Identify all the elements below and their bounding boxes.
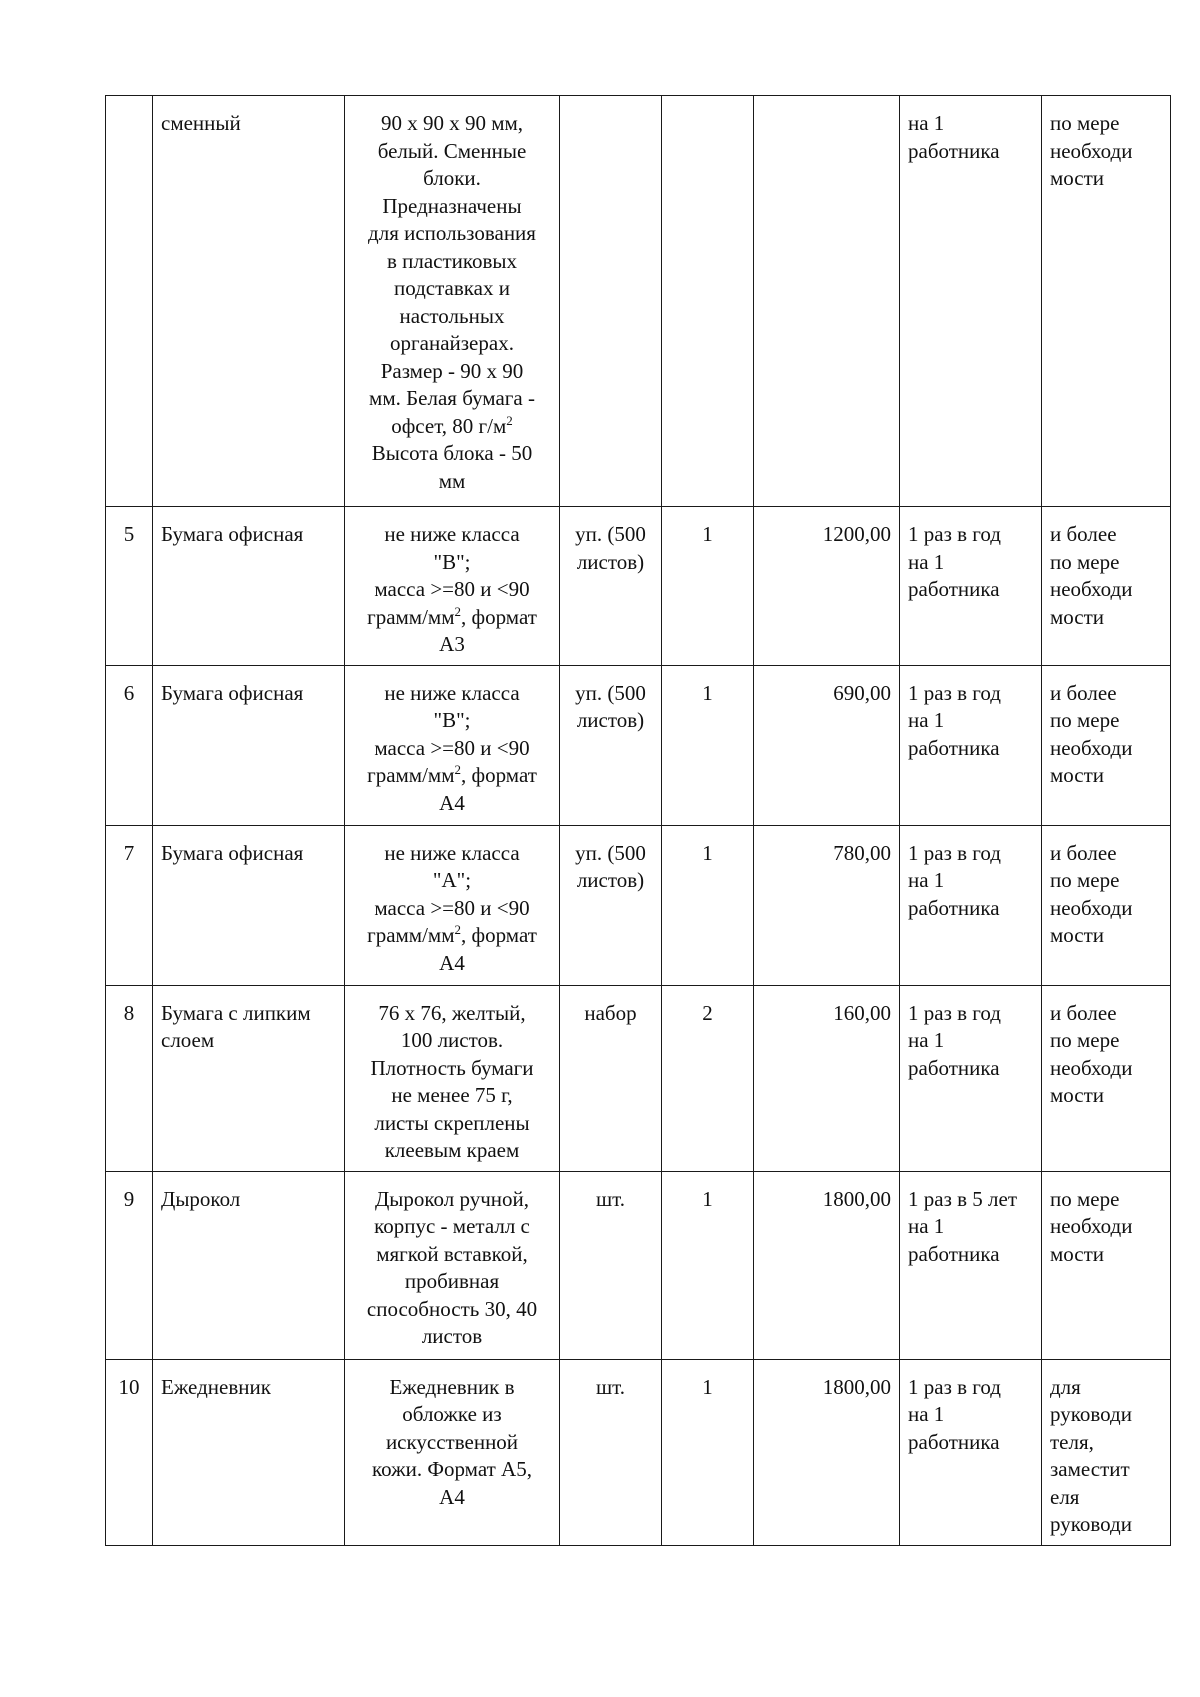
- item-name: Дырокол: [161, 1186, 241, 1211]
- note: и более по мере необходи мости: [1050, 840, 1133, 947]
- superscript: 2: [454, 762, 462, 777]
- item-name-cell: [153, 96, 345, 507]
- quantity: 1: [702, 1374, 713, 1399]
- superscript: 2: [506, 412, 513, 428]
- price-cell: [754, 985, 900, 1171]
- row-number: 6: [123, 680, 135, 705]
- item-description-tail: , формат A3: [439, 604, 537, 656]
- item-name-cell: [153, 1359, 345, 1545]
- row-number: 8: [123, 1000, 135, 1025]
- item-description-tail: , формат A4: [439, 923, 537, 975]
- frequency: 1 раз в год на 1 работника: [908, 680, 1001, 760]
- superscript: 2: [454, 922, 462, 937]
- frequency: 1 раз в год на 1 работника: [908, 840, 1001, 920]
- row-number-cell: [106, 96, 153, 507]
- frequency-cell: [900, 1359, 1042, 1545]
- price: 1200,00: [822, 522, 891, 546]
- row-number-cell: [106, 665, 153, 825]
- unit-cell: [560, 1171, 662, 1359]
- superscript: 2: [454, 603, 462, 619]
- unit-cell: [560, 507, 662, 666]
- price: 690,00: [833, 680, 891, 705]
- quantity-cell: [662, 825, 754, 985]
- row-number: 7: [123, 840, 135, 865]
- table-row: [106, 985, 1171, 1171]
- quantity: 1: [702, 522, 713, 546]
- unit: уп. (500 листов): [575, 680, 646, 732]
- quantity: 1: [702, 680, 713, 705]
- item-description-cell: [345, 507, 560, 666]
- item-description: Ежедневник в обложке из искусственной кожи. Формат А5, А4: [372, 1374, 532, 1509]
- frequency: 1 раз в год на 1 работника: [908, 1374, 1001, 1454]
- frequency-cell: [900, 985, 1042, 1171]
- row-number-cell: [106, 825, 153, 985]
- unit-cell: [560, 96, 662, 507]
- item-name-cell: [153, 1171, 345, 1359]
- item-name-cell: [153, 507, 345, 666]
- note: по мере необходи мости: [1050, 111, 1133, 190]
- price-cell: [754, 825, 900, 985]
- item-name-cell: [153, 665, 345, 825]
- frequency-cell: [900, 96, 1042, 507]
- note: и более по мере необходи мости: [1050, 680, 1133, 787]
- price: 1800,00: [822, 1374, 891, 1399]
- unit: уп. (500 листов): [575, 840, 646, 892]
- price: 1800,00: [822, 1186, 891, 1211]
- row-number: 9: [123, 1186, 135, 1211]
- row-number-cell: [106, 507, 153, 666]
- table-row: [106, 1171, 1171, 1359]
- unit-cell: [560, 1359, 662, 1545]
- row-number-cell: [106, 1171, 153, 1359]
- item-description: 90 х 90 х 90 мм, белый. Сменные блоки. Предназначены для использования в пластиковых подставках и настольных органайзерах. Размер - 90 х 90 мм. Белая бумага - офсет, 80 г/м: [368, 111, 536, 438]
- item-name: Бумага офисная: [161, 522, 304, 546]
- quantity-cell: [662, 96, 754, 507]
- quantity: 1: [702, 1186, 713, 1211]
- frequency-cell: [900, 665, 1042, 825]
- item-description-cell: [345, 825, 560, 985]
- item-description: 76 х 76, желтый, 100 листов. Плотность бумаги не менее 75 г, листы скреплены клеевым краем: [370, 1000, 534, 1162]
- item-description-cell: [345, 1171, 560, 1359]
- note-cell: [1042, 1171, 1171, 1359]
- item-name: Бумага с липким слоем: [161, 1000, 311, 1052]
- unit: шт.: [595, 1374, 626, 1399]
- note-cell: [1042, 985, 1171, 1171]
- item-description-cell: [345, 985, 560, 1171]
- item-description: не ниже класса "A"; масса >=80 и <90 грамм/мм: [367, 840, 530, 947]
- frequency: 1 раз в год на 1 работника: [908, 522, 1001, 601]
- note: и более по мере необходи мости: [1050, 522, 1133, 629]
- quantity: 1: [702, 840, 713, 865]
- unit: уп. (500 листов): [575, 522, 646, 574]
- table-row: [106, 507, 1171, 666]
- note: для руководи теля, заместит еля руководи: [1050, 1374, 1132, 1536]
- row-number: 5: [123, 522, 135, 546]
- price-cell: [754, 1359, 900, 1545]
- frequency-cell: [900, 507, 1042, 666]
- item-name: сменный: [161, 111, 241, 135]
- item-description-tail: Высота блока - 50 мм: [371, 441, 533, 493]
- frequency: на 1 работника: [908, 111, 1000, 163]
- item-description-cell: [345, 96, 560, 507]
- quantity-cell: [662, 1171, 754, 1359]
- quantity: 2: [702, 1000, 713, 1025]
- frequency-cell: [900, 1171, 1042, 1359]
- table-row: [106, 96, 1171, 507]
- item-name: Бумага офисная: [161, 680, 304, 705]
- row-number: 10: [118, 1374, 140, 1399]
- item-description: Дырокол ручной, корпус - металл с мягкой вставкой, пробивная способность 30, 40 листов: [366, 1186, 538, 1348]
- note-cell: [1042, 507, 1171, 666]
- frequency: 1 раз в 5 лет на 1 работника: [908, 1186, 1018, 1266]
- item-description-cell: [345, 665, 560, 825]
- item-name: Бумага офисная: [161, 840, 304, 865]
- note-cell: [1042, 665, 1171, 825]
- row-number-cell: [106, 985, 153, 1171]
- note: и более по мере необходи мости: [1050, 1000, 1133, 1107]
- supplies-table: [105, 95, 1171, 1546]
- item-name-cell: [153, 985, 345, 1171]
- document-page: [105, 95, 1170, 1546]
- price: 780,00: [833, 840, 891, 865]
- item-description: не ниже класса "B"; масса >=80 и <90 грамм/мм: [367, 680, 530, 787]
- table-row: [106, 1359, 1171, 1545]
- price-cell: [754, 96, 900, 507]
- quantity-cell: [662, 1359, 754, 1545]
- price-cell: [754, 507, 900, 666]
- frequency: 1 раз в год на 1 работника: [908, 1000, 1001, 1080]
- note-cell: [1042, 825, 1171, 985]
- quantity-cell: [662, 507, 754, 666]
- table-row: [106, 665, 1171, 825]
- unit: шт.: [595, 1186, 626, 1211]
- item-name: Ежедневник: [161, 1374, 271, 1399]
- note-cell: [1042, 96, 1171, 507]
- frequency-cell: [900, 825, 1042, 985]
- table-body: [106, 96, 1171, 1546]
- item-description-cell: [345, 1359, 560, 1545]
- note-cell: [1042, 1359, 1171, 1545]
- row-number-cell: [106, 1359, 153, 1545]
- unit-cell: [560, 825, 662, 985]
- price-cell: [754, 1171, 900, 1359]
- quantity-cell: [662, 665, 754, 825]
- item-description: не ниже класса "B"; масса >=80 и <90 грамм/мм: [367, 522, 530, 629]
- price-cell: [754, 665, 900, 825]
- quantity-cell: [662, 985, 754, 1171]
- price: 160,00: [833, 1000, 891, 1025]
- unit: набор: [584, 1000, 637, 1025]
- item-description-tail: , формат A4: [439, 763, 537, 815]
- note: по мере необходи мости: [1050, 1186, 1133, 1266]
- table-row: [106, 825, 1171, 985]
- item-name-cell: [153, 825, 345, 985]
- unit-cell: [560, 985, 662, 1171]
- unit-cell: [560, 665, 662, 825]
